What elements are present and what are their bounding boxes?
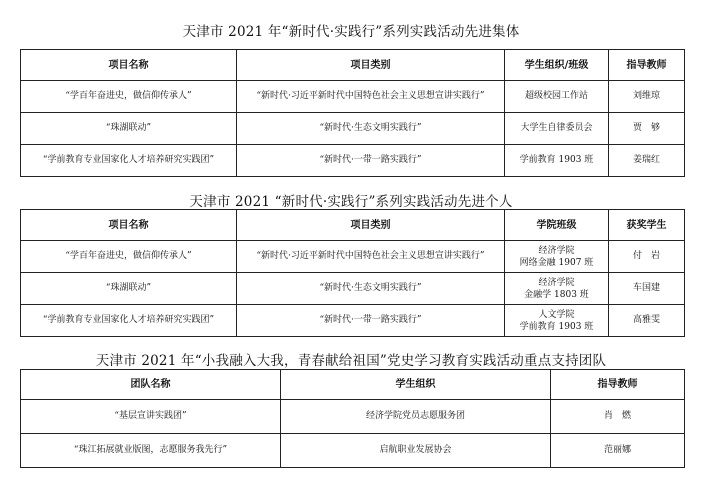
collective-awards-table	[20, 49, 685, 177]
table-row	[21, 434, 685, 468]
cell-college-class	[505, 273, 609, 305]
cell-advisor: 范丽娜	[551, 434, 685, 468]
table-header-row	[21, 210, 685, 241]
cell-project-category: “新时代·一带一路实践行”	[237, 305, 505, 337]
section3-title: 天津市 2021 年“小我融入大我，青春献给祖国”党史学习教育实践活动重点支持团队	[95, 353, 607, 369]
college-name: 经济学院	[538, 245, 575, 256]
cell-award-student: 付 岩	[609, 241, 685, 273]
class-name: 金融学 1803 班	[524, 289, 589, 300]
table-row	[21, 305, 685, 337]
college-name: 经济学院	[538, 277, 575, 288]
section1-title: 天津市 2021 年“新时代·实践行”系列实践活动先进集体	[182, 24, 520, 40]
cell-award-student: 高雅雯	[609, 305, 685, 337]
cell-team-name: “珠江拓展就业版图，志愿服务我先行”	[21, 434, 281, 468]
cell-student-org: 经济学院党员志愿服务团	[281, 400, 551, 434]
table-row	[21, 145, 685, 177]
cell-advisor: 贾 够	[609, 113, 685, 145]
class-name: 网络金融 1907 班	[519, 257, 594, 268]
header-student-org: 学生组织/班级	[505, 50, 609, 81]
table-row	[21, 113, 685, 145]
cell-project-name: “珠湖联动”	[21, 113, 237, 145]
cell-student-org: 超级校园工作站	[505, 81, 609, 113]
college-name: 人文学院	[538, 309, 575, 320]
header-project-category: 项目类别	[237, 50, 505, 81]
cell-project-category: “新时代·生态文明实践行”	[237, 113, 505, 145]
cell-project-category: “新时代·生态文明实践行”	[237, 273, 505, 305]
cell-advisor: 刘维琼	[609, 81, 685, 113]
cell-project-name: “学前教育专业国家化人才培养研究实践团”	[21, 145, 237, 177]
cell-project-category: “新时代·习近平新时代中国特色社会主义思想宣讲实践行”	[237, 241, 505, 273]
cell-project-name: “学百年奋进史，做信仰传承人”	[21, 241, 237, 273]
cell-student-org: 启航职业发展协会	[281, 434, 551, 468]
individual-awards-table	[20, 209, 685, 337]
table-row	[21, 241, 685, 273]
cell-team-name: “基层宣讲实践团”	[21, 400, 281, 434]
cell-college-class	[505, 305, 609, 337]
cell-student-org: 学前教育 1903 班	[505, 145, 609, 177]
section2-title: 天津市 2021 “新时代·实践行”系列实践活动先进个人	[189, 194, 513, 210]
cell-project-name: “学百年奋进史，做信仰传承人”	[21, 81, 237, 113]
key-support-teams-table	[20, 369, 685, 468]
cell-advisor: 姜瑞红	[609, 145, 685, 177]
header-project-name: 项目名称	[21, 50, 237, 81]
cell-college-class	[505, 241, 609, 273]
cell-project-category: “新时代·习近平新时代中国特色社会主义思想宣讲实践行”	[237, 81, 505, 113]
table-header-row	[21, 50, 685, 81]
cell-advisor: 肖 燃	[551, 400, 685, 434]
header-project-name: 项目名称	[21, 210, 237, 241]
cell-project-name: “珠湖联动”	[21, 273, 237, 305]
table-header-row	[21, 370, 685, 400]
table-row	[21, 400, 685, 434]
cell-award-student: 车国建	[609, 273, 685, 305]
class-name: 学前教育 1903 班	[519, 321, 594, 332]
header-student-org: 学生组织	[281, 370, 551, 400]
cell-project-category: “新时代·一带一路实践行”	[237, 145, 505, 177]
header-advisor: 指导教师	[609, 50, 685, 81]
table-row	[21, 273, 685, 305]
header-college-class: 学院班级	[505, 210, 609, 241]
cell-project-name: “学前教育专业国家化人才培养研究实践团”	[21, 305, 237, 337]
table-row	[21, 81, 685, 113]
header-advisor: 指导教师	[551, 370, 685, 400]
cell-student-org: 大学生自律委员会	[505, 113, 609, 145]
header-project-category: 项目类别	[237, 210, 505, 241]
header-team-name: 团队名称	[21, 370, 281, 400]
header-award-student: 获奖学生	[609, 210, 685, 241]
